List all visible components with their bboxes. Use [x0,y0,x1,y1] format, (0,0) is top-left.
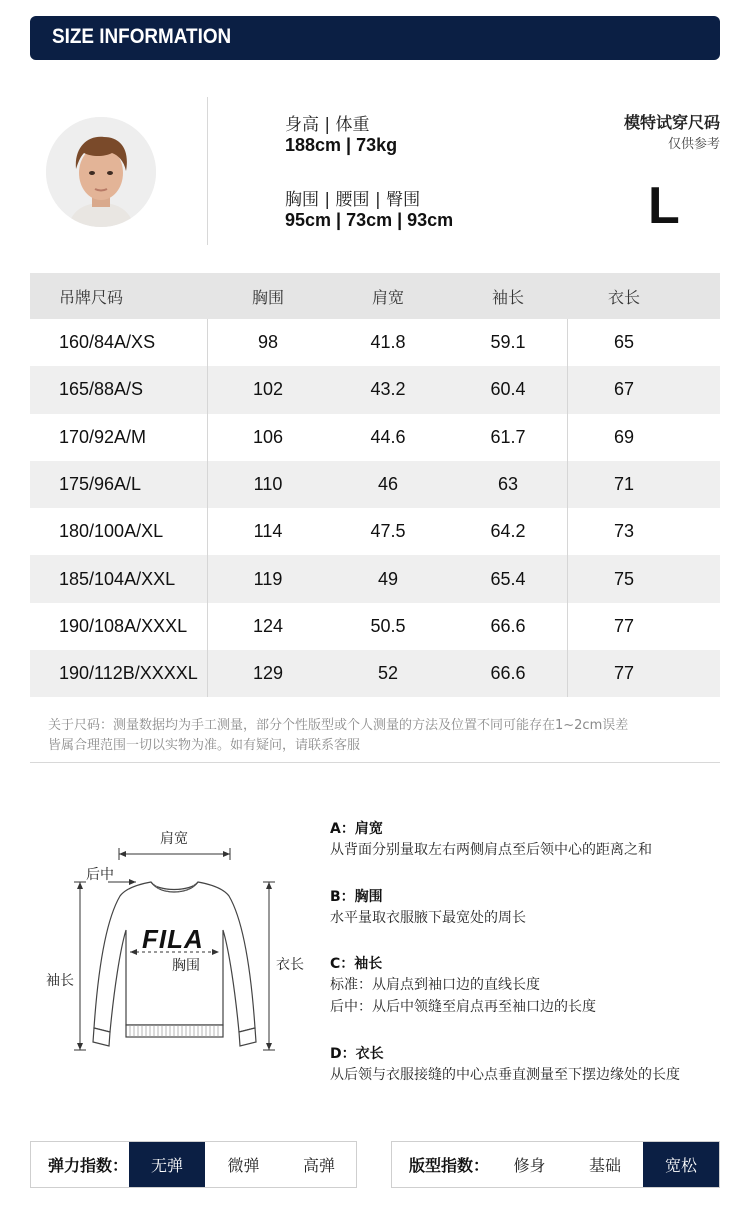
table-cell: 98 [257,332,279,353]
fit-option-regular[interactable]: 基础 [588,1156,621,1175]
definition-item [330,886,730,953]
table-cell: 59.1 [448,319,568,366]
table-row [30,366,720,413]
fila-logo: FILA [142,924,204,954]
table-cell: 41.8 [370,332,406,353]
table-row [30,461,720,508]
fit-option-loose[interactable]: 宽松 [643,1142,719,1187]
table-cell: 66.6 [448,650,568,697]
elasticity-label: 弹力指数： [48,1156,129,1175]
model-size-title: 模特试穿尺码 [623,113,720,132]
table-cell: 46 [377,474,399,495]
height-weight-label: 身高 | 体重 [285,115,370,135]
definition-item [330,1043,730,1086]
table-cell: 64.2 [448,508,568,555]
elasticity-option-slight[interactable]: 微弹 [227,1156,260,1175]
table-cell: 175/96A/L [30,461,208,508]
section-header [30,16,720,60]
table-row [30,603,720,650]
definition-title: A：肩宽 [330,821,383,837]
definition-title: C：袖长 [330,956,383,972]
table-cell: 102 [252,379,284,400]
fit-label: 版型指数： [409,1156,490,1175]
section-title: SIZE INFORMATION [52,25,232,48]
table-cell: 44.6 [370,426,406,447]
table-cell: 47.5 [370,521,406,542]
column-header: 肩宽 [371,287,404,307]
table-cell: 77 [613,663,635,684]
table-cell: 69 [613,426,635,447]
size-table [30,273,720,697]
measurement-definitions [330,818,730,1086]
definition-item [330,818,730,886]
note-line: 皆属合理范围一切以实物为准。如有疑问，请联系客服 [48,738,361,753]
definition-text: 水平量取衣服腋下最宽处的周长 [330,910,526,926]
table-cell: 165/88A/S [30,366,208,413]
definition-text: 后中：从后中领缝至肩点再至袖口边的长度 [330,999,596,1015]
table-cell: 190/112B/XXXXL [30,650,208,697]
table-cell: 63 [448,461,568,508]
model-portrait-image [46,117,156,227]
fit-option-slim[interactable]: 修身 [513,1156,546,1175]
table-row [30,414,720,461]
table-cell: 50.5 [370,615,406,636]
model-avatar [46,117,156,227]
table-cell: 49 [377,568,399,589]
table-cell: 60.4 [448,366,568,413]
table-cell: 52 [377,663,399,684]
table-cell: 129 [252,663,284,684]
table-cell: 65 [613,332,635,353]
elasticity-option-high[interactable]: 高弹 [302,1156,335,1175]
definition-text: 从背面分别量取左右两侧肩点至后领中心的距离之和 [330,842,652,858]
definition-title: D：衣长 [330,1046,384,1062]
column-header: 衣长 [607,287,640,307]
column-header: 吊牌尺码 [59,289,124,307]
table-cell: 114 [253,521,283,542]
definition-text: 标准：从肩点到袖口边的直线长度 [330,977,540,993]
garment-measurement-diagram [40,820,320,1060]
table-cell: 43.2 [370,379,406,400]
table-cell: 65.4 [448,555,568,602]
back-center-label: 后中 [86,867,114,883]
table-cell: 119 [253,568,283,589]
table-cell: 71 [613,474,635,495]
table-cell: 160/84A/XS [30,319,208,366]
sleeve-length-label: 袖长 [46,973,74,989]
elasticity-option-none[interactable]: 无弹 [129,1142,205,1187]
model-size-letter: L [648,177,680,235]
table-cell: 110 [253,474,283,495]
chest-label: 胸围 [172,958,200,974]
height-weight-value: 188cm | 73kg [285,135,398,155]
table-cell: 77 [613,615,635,636]
table-cell: 180/100A/XL [30,508,208,555]
table-cell: 61.7 [448,414,568,461]
table-row [30,319,720,366]
body-measurements-value: 95cm | 73cm | 93cm [285,210,454,230]
table-cell: 190/108A/XXXL [30,603,208,650]
table-cell: 124 [252,615,284,636]
table-header-row [30,273,720,319]
definition-item [330,953,730,1043]
shoulder-label: 肩宽 [160,831,188,847]
section-divider [30,762,720,763]
definition-title: B：胸围 [330,889,383,905]
column-header: 袖长 [491,287,524,307]
definition-text: 从后领与衣服接缝的中心点垂直测量至下摆边缘处的长度 [330,1067,680,1083]
table-row [30,650,720,697]
elasticity-index [30,1141,357,1188]
model-divider [207,97,208,245]
table-cell: 170/92A/M [30,414,208,461]
table-cell: 75 [613,568,635,589]
table-row [30,508,720,555]
body-measurements-label: 胸围 | 腰围 | 臀围 [285,190,421,210]
table-cell: 106 [252,426,284,447]
table-cell: 66.6 [448,603,568,650]
model-size-subtitle: 仅供参考 [667,137,720,152]
table-row [30,555,720,602]
table-cell: 73 [613,521,635,542]
column-header: 胸围 [251,287,284,307]
body-length-label: 衣长 [276,957,304,973]
note-line: 关于尺码：测量数据均为手工测量，部分个性版型或个人测量的方法及位置不同可能存在1~2cm误差 [48,718,629,733]
fit-index [391,1141,720,1188]
measurement-note [48,716,720,756]
table-cell: 67 [613,379,635,400]
table-cell: 185/104A/XXL [30,555,208,602]
